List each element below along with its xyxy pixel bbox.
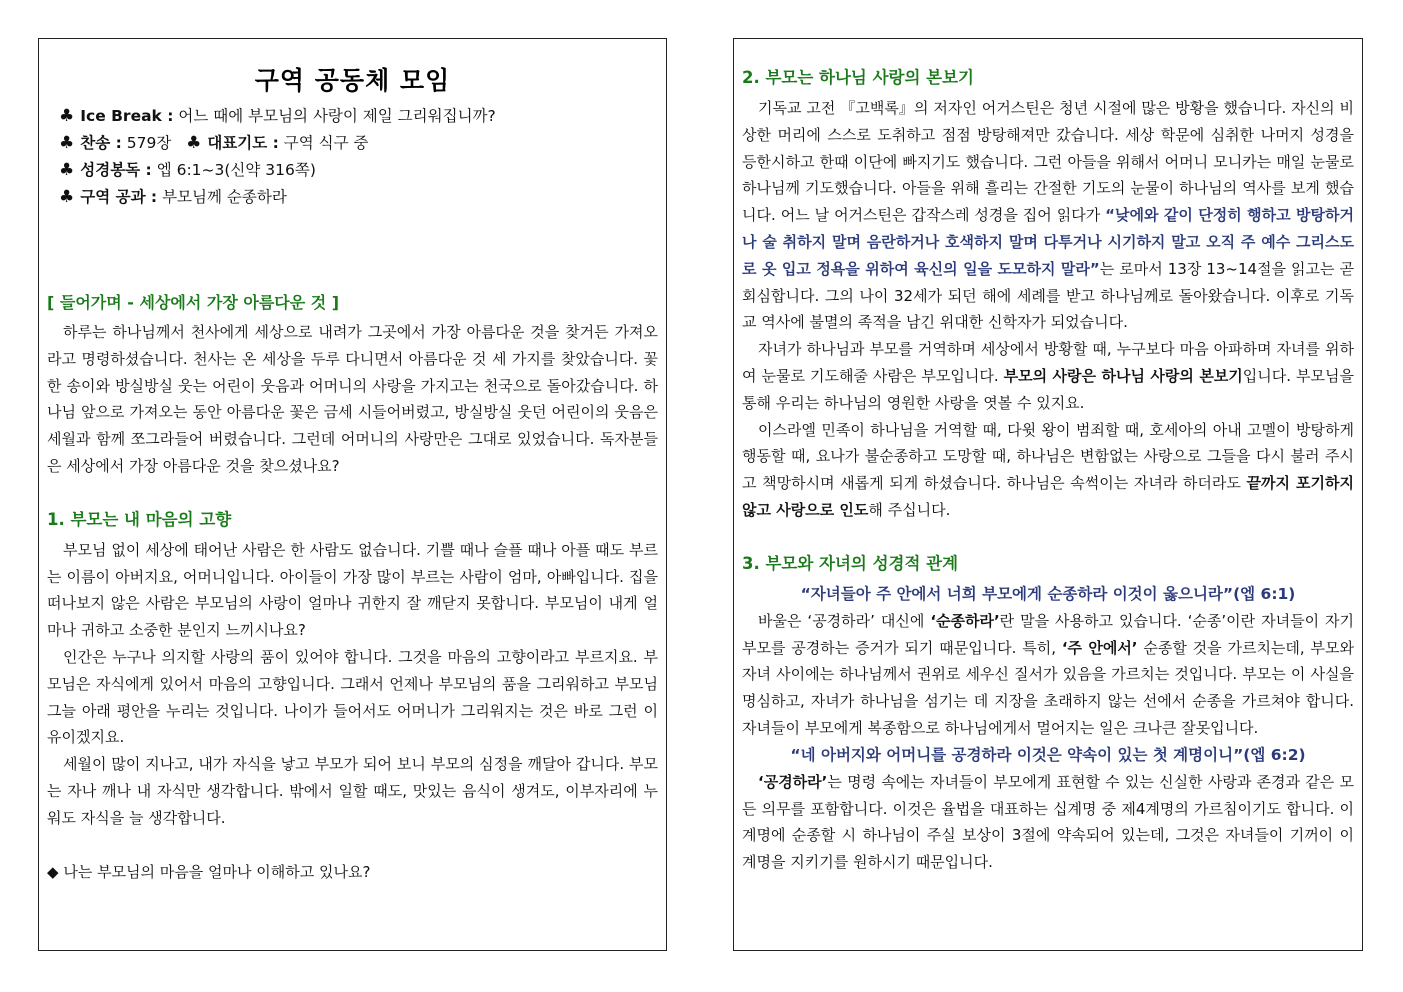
section2-paragraph (742, 336, 1354, 416)
ice-break-text: 어느 때에 부모님의 사랑이 제일 그리워집니까? (178, 107, 496, 125)
reading-label: 성경봉독 : (80, 161, 152, 179)
scripture-quote: “낮에와 같이 단정히 행하고 방탕하거나 술 취하지 말며 음란하거나 호색하지 말며 다투거나 시기하지 말고 오직 주 예수 그리스도로 옷 입고 정욕을 위하여 육신의 일을 도모하지 말라” (742, 206, 1354, 278)
section1-paragraph: 세월이 많이 지나고, 내가 자식을 낳고 부모가 되어 보니 부모의 심정을 깨달아 갑니다. 부모는 자나 깨나 내 자식만 생각합니다. 밖에서 일할 때도, 맛있는 음식이 생겨도, 이부자리에 누워도 자식을 늘 생각합니다. (47, 755, 658, 827)
reading-text: 엡 6:1~3(신약 316쪽) (156, 161, 316, 179)
lesson-line (47, 184, 658, 211)
section2-paragraph (742, 417, 1354, 524)
diamond-icon: ◆ (47, 862, 59, 881)
section3-paragraph (742, 608, 1354, 742)
intro-heading: [ 들어가며 - 세상에서 가장 아름다운 것 ] (47, 293, 340, 312)
text-run: 자녀가 하나님과 부모를 거역하며 세상에서 방황할 때, 누구보다 마음 아파하며 자녀를 위하여 눈물로 기도해줄 사람은 부모입니다. (742, 340, 1354, 385)
section2-paragraph (742, 95, 1354, 336)
text-run: 순종할 것을 가르치는데, 부모와 자녀 사이에는 하나님께서 권위로 세우신 질서가 있음을 가르치는 것입니다. 부모는 이 사실을 명심하고, 자녀가 하나님을 섬기는 데 지장을 초래하지 않는 선에서 순종을 가르쳐야 합니다. 자녀들이 부모에게 복종함으로 하나님에게서 멀어지는 일은 크나큰 잘못입니다. (742, 638, 1354, 737)
hymn-text: 579장 (126, 134, 172, 152)
emphasis-text: 부모의 사랑은 하나님 사랑의 본보기 (1003, 366, 1243, 385)
page-title: 구역 공동체 모임 (254, 66, 451, 95)
reflection-question (47, 859, 658, 886)
hymn-prayer-line (47, 130, 658, 157)
ice-break-line (47, 103, 658, 130)
section1-paragraph: 인간은 누구나 의지할 사랑의 품이 있어야 합니다. 그것을 마음의 고향이라고 부르지요. 부모님은 자식에게 있어서 마음의 고향입니다. 그래서 언제나 부모님의 품을 그리워하고 부모님 그늘 아래 평안을 누리는 것입니다. 나이가 들어서도 어머니가 그리워지는 것은 바로 그런 이유이겠지요. (47, 647, 658, 747)
reading-line (47, 157, 658, 184)
lesson-label: 구역 공과 : (80, 188, 158, 206)
prayer-label: 대표기도 : (207, 134, 279, 152)
club-icon: ♣ (186, 133, 202, 153)
section1-heading: 1. 부모는 내 마음의 고향 (47, 509, 232, 529)
emphasis-text: ‘공경하라’ (758, 772, 828, 791)
scripture-verse: “자녀들아 주 안에서 너희 부모에게 순종하라 이것이 옳으니라”(엡 6:1) (800, 584, 1296, 603)
hymn-label: 찬송 : (80, 134, 122, 152)
lesson-text: 부모님께 순종하라 (162, 188, 287, 206)
text-run: 는 로마서 13장 13~14절을 읽고는 곧 회심합니다. 그의 나이 32세가 되던 해에 세례를 받고 하나님께로 돌아왔습니다. 이후로 기독교 역사에 불멸의 족적을 남긴 위대한 신학자가 되었습니다. (742, 259, 1354, 332)
section3-heading: 3. 부모와 자녀의 성경적 관계 (742, 553, 959, 573)
text-run: 이스라엘 민족이 하나님을 거역할 때, 다윗 왕이 범죄할 때, 호세아의 아내 고멜이 방탕하게 행동할 때, 요나가 불순종하고 도망할 때, 하나님은 변함없는 사랑으로 그들을 다시 불러 주시고 책망하시며 새롭게 되게 하셨습니다. 하나님은 속썩이는 자녀라 하더라도 (742, 420, 1354, 493)
club-icon: ♣ (59, 160, 75, 180)
section1-paragraph: 부모님 없이 세상에 태어난 사람은 한 사람도 없습니다. 기쁠 때나 슬플 때나 아플 때도 부르는 이름이 아버지요, 어머니입니다. 아이들이 가장 많이 부르는 사람이 엄마, 아빠입니다. 집을 떠나보지 않은 사람은 부모님의 사랑이 얼마나 귀한지 잘 깨닫지 못합니다. 부모님이 내게 얼마나 귀하고 소중한 분인지 느끼시나요? (47, 540, 658, 640)
emphasis-text: ‘주 안에서’ (1061, 638, 1138, 657)
section3-paragraph (742, 769, 1354, 876)
emphasis-text: 끝까지 포기하지 않고 사랑으로 인도 (742, 474, 1354, 519)
scripture-verse: “네 아버지와 어머니를 공경하라 이것은 약속이 있는 첫 계명이니”(엡 6:2) (790, 745, 1306, 764)
club-icon: ♣ (59, 133, 75, 153)
club-icon: ♣ (59, 187, 75, 207)
text-run: 바울은 ‘공경하라’ 대신에 (758, 611, 931, 630)
text-run: 란 말을 사용하고 있습니다. ‘순종’이란 자녀들이 자기 부모를 공경하는 증거가 되기 때문입니다. 특히, (742, 611, 1354, 657)
text-run: 는 명령 속에는 자녀들이 부모에게 표현할 수 있는 신실한 사랑과 존경과 같은 모든 의무를 포함합니다. 이것은 율법을 대표하는 십계명 중 제4계명의 가르침이기도 합니다. 이 계명에 순종할 시 하나님이 주실 보상이 3절에 약속되어 있는데, 그것은 자녀들이 기꺼이 이 계명을 지키기를 원하시기 때문입니다. (742, 772, 1354, 872)
text-run: 해 주십니다. (868, 500, 951, 519)
text-run: 입니다. 부모님을 통해 우리는 하나님의 영원한 사랑을 엿볼 수 있지요. (742, 366, 1354, 412)
prayer-text: 구역 식구 중 (283, 134, 369, 152)
emphasis-text: ‘순종하라’ (930, 611, 1000, 630)
text-run: 기독교 고전 『고백록』의 저자인 어거스틴은 청년 시절에 많은 방황을 했습니다. 자신의 비상한 머리에 스스로 도취하고 점점 방탕해져만 갔습니다. 세상 학문에 심취한 나머지 성경을 등한시하고 한때 이단에 빠지기도 했습니다. 그런 아들을 위해서 어머니 모니카는 매일 눈물로 하나님께 기도했습니다. 아들을 위해 흘리는 간절한 기도의 눈물이 하나님의 역사를 보게 했습니다. 어느 날 어거스틴은 갑작스레 성경을 집어 읽다가 (742, 99, 1354, 225)
section2-heading: 2. 부모는 하나님 사랑의 본보기 (742, 68, 974, 87)
intro-paragraph: 하루는 하나님께서 천사에게 세상으로 내려가 그곳에서 가장 아름다운 것을 찾거든 가져오라고 명령하셨습니다. 천사는 온 세상을 두루 다니면서 아름다운 것 세 가지를 찾았습니다. 꽃 한 송이와 방실방실 웃는 어린이 웃음과 어머니의 사랑을 가지고는 천국으로 돌아갔습니다. 하나님 앞으로 가져오는 동안 아름다운 꽃은 금세 시들어버렸고, 방실방실 웃던 어린이의 웃음은 세월과 함께 쪼그라들어 버렸습니다. 그런데 어머니의 사랑만은 그대로 있었습니다. 독자분들은 세상에서 가장 아름다운 것을 찾으셨나요? (47, 323, 658, 475)
question-text: 나는 부모님의 마음을 얼마나 이해하고 있나요? (63, 862, 371, 881)
club-icon: ♣ (59, 106, 75, 126)
left-page (38, 38, 667, 951)
ice-break-label: Ice Break : (80, 107, 174, 125)
right-page (733, 38, 1363, 951)
